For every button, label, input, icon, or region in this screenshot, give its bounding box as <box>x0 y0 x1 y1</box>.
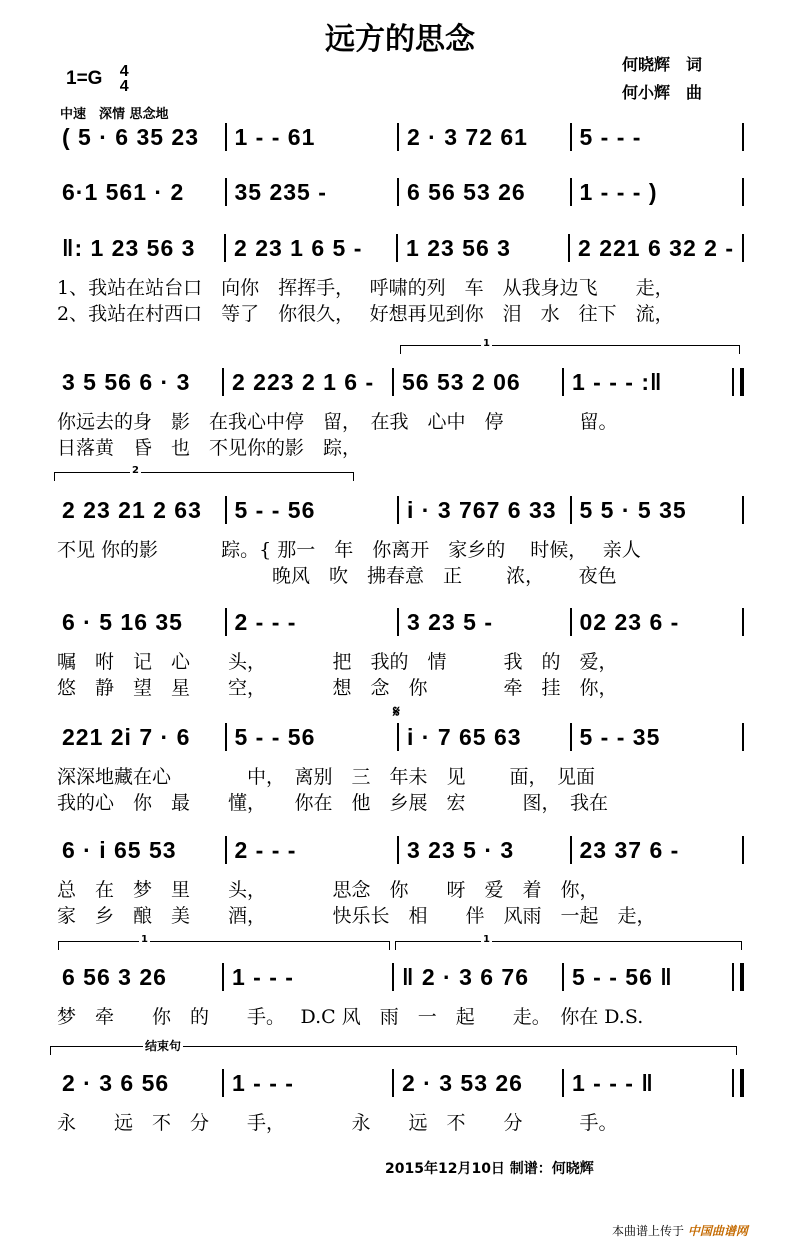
staff-system <box>54 722 744 752</box>
measure: 6 56 3 26 <box>62 963 167 990</box>
lyric-line: 日落黄 昏 也 不见你的影 踪， <box>57 437 362 459</box>
measure: 1 - - - :‖ <box>572 368 663 395</box>
lyric-line: 2、我站在村西口 等了 你很久， 好想再见到你 泪 水 往下 流， <box>57 303 674 325</box>
measure: 2 · 3 6 56 <box>62 1069 170 1096</box>
time-signature <box>120 64 129 94</box>
measure: 2 223 2 1 6 - <box>232 368 375 395</box>
volta-label: 1 <box>483 934 490 945</box>
volta-label: 1 <box>483 338 490 349</box>
staff-system <box>54 367 744 397</box>
lyricist-credit: 何晓辉 词 <box>622 55 703 74</box>
measure: 35 235 - <box>234 178 327 205</box>
bar-line <box>732 368 744 396</box>
watermark-text: 本曲谱上传于 <box>612 1224 685 1238</box>
measure: 221 2i 7 · 6 <box>62 723 191 750</box>
lyric-line: 我的心 你 最 懂， 你在 他 乡展 宏 图， 我在 <box>57 792 609 814</box>
bar-line <box>732 1069 744 1097</box>
measure: 1 - - - ‖ <box>572 1069 654 1096</box>
staff-system <box>54 233 744 263</box>
ending-bracket <box>50 1039 737 1055</box>
bar-line <box>732 963 744 991</box>
measure: 5 - - 56 ‖ <box>572 963 673 990</box>
ending-label: 结束句 <box>145 1039 182 1053</box>
measure: 5 5 · 5 35 <box>579 496 687 523</box>
bar-line <box>742 608 744 636</box>
measure: 2 - - - <box>234 608 297 635</box>
lyric-line: 嘱 咐 记 心 头， 把 我的 情 我 的 爱， <box>57 651 618 673</box>
lyric-line: 永 远 不 分 手， 永 远 不 分 手。 <box>57 1112 618 1134</box>
measure: 3 23 5 - <box>407 608 493 635</box>
tempo-marking: 中速 深情 思念地 <box>60 107 169 122</box>
bar-line <box>742 123 744 151</box>
volta-bracket-a <box>58 934 390 950</box>
measure: 5 - - 56 <box>234 723 316 750</box>
measure: 2 23 1 6 5 - <box>234 234 363 261</box>
lyric-line: 悠 静 望 星 空， 想 念 你 牵 挂 你， <box>57 677 618 699</box>
staff-system <box>54 122 744 152</box>
measure: 2 221 6 32 2 - <box>578 234 734 261</box>
measure: 5 - - - <box>579 123 642 150</box>
measure: 56 53 2 06 <box>402 368 521 395</box>
lyric-line: 总 在 梦 里 头， 思念 你 呀 爱 着 你， <box>57 879 599 901</box>
lyric-line: 深深地藏在心 中， 离别 三 年未 见 面， 见面 <box>57 766 596 788</box>
bar-line <box>742 723 744 751</box>
measure: 2 - - - <box>234 836 297 863</box>
bar-line <box>742 836 744 864</box>
lyric-line: 晚风 吹 拂春意 正 浓， 夜色 <box>57 565 617 587</box>
staff-system <box>54 1068 744 1098</box>
watermark-logo: 中国曲谱网 <box>687 1224 748 1238</box>
segno-sign: 𝄋 <box>393 702 400 721</box>
measure: 1 - - - <box>232 1069 294 1096</box>
measure: 6·1 561 · 2 <box>62 178 185 205</box>
key-label: 1=G <box>66 68 103 90</box>
bar-line <box>742 496 744 524</box>
measure: i · 7 65 63 <box>407 723 522 750</box>
measure: ‖: 1 23 56 3 <box>62 234 196 261</box>
lyric-line: 家 乡 酿 美 酒， 快乐长 相 伴 风雨 一起 走， <box>57 905 656 927</box>
footer-credit: 2015年12月10日 制谱：何晓辉 <box>385 1161 594 1177</box>
volta-bracket-1 <box>400 338 740 354</box>
measure: i · 3 767 6 33 <box>407 496 557 523</box>
lyric-line: 不见 你的影 踪。{ 那一 年 你离开 家乡的 时候， 亲人 <box>57 539 641 561</box>
measure: 2 · 3 72 61 <box>407 123 528 150</box>
measure: 3 23 5 · 3 <box>407 836 515 863</box>
song-title: 远方的思念 <box>325 22 475 57</box>
lyric-line: 1、我站在站台口 向你 挥挥手， 呼啸的列 车 从我身边飞 走， <box>57 277 674 299</box>
staff-system <box>54 962 744 992</box>
measure: 5 - - 35 <box>579 723 661 750</box>
measure: 6 56 53 26 <box>407 178 526 205</box>
measure: 1 - - - ) <box>579 178 658 205</box>
staff-system <box>54 495 744 525</box>
measure: ( 5 · 6 35 23 <box>62 123 200 150</box>
measure: 2 23 21 2 63 <box>62 496 202 523</box>
measure: 3 5 56 6 · 3 <box>62 368 191 395</box>
measure: 1 - - 61 <box>234 123 316 150</box>
measure: 23 37 6 - <box>579 836 680 863</box>
time-bottom: 4 <box>119 78 129 95</box>
measure: 1 23 56 3 <box>406 234 511 261</box>
measure: 6 · 5 16 35 <box>62 608 183 635</box>
volta-bracket-2 <box>54 465 354 481</box>
watermark <box>612 1222 748 1239</box>
volta-label: 2 <box>132 465 139 476</box>
key-signature <box>66 64 129 94</box>
staff-system <box>54 607 744 637</box>
volta-label: 1 <box>141 934 148 945</box>
measure: 5 - - 56 <box>234 496 316 523</box>
lyric-line: 你远去的身 影 在我心中停 留， 在我 心中 停 留。 <box>57 411 618 433</box>
time-top: 4 <box>119 63 129 80</box>
composer-credit: 何小辉 曲 <box>622 83 703 102</box>
bar-line <box>742 234 744 262</box>
volta-bracket-b <box>395 934 742 950</box>
lyric-line: 梦 牵 你 的 手。 D.C 风 雨 一 起 走。 你在 D.S. <box>57 1006 644 1028</box>
staff-system <box>54 835 744 865</box>
measure: 02 23 6 - <box>579 608 680 635</box>
measure: ‖ 2 · 3 6 76 <box>402 963 530 990</box>
bar-line <box>742 178 744 206</box>
staff-system <box>54 177 744 207</box>
measure: 1 - - - <box>232 963 294 990</box>
measure: 2 · 3 53 26 <box>402 1069 523 1096</box>
measure: 6 · i 65 53 <box>62 836 177 863</box>
